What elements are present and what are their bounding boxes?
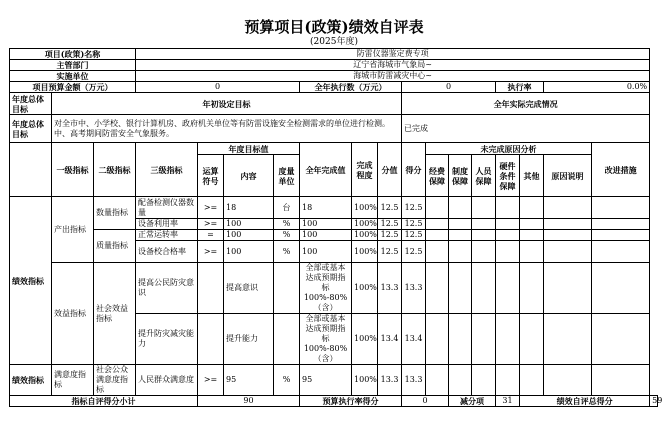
group-output: 产出指标	[52, 197, 94, 263]
deduct-value: 31	[496, 396, 520, 407]
evaluation-table	[9, 48, 663, 407]
row-content: 提高意识	[224, 263, 274, 314]
row-weight: 13.3	[378, 365, 402, 396]
row-score: 13.3	[402, 263, 426, 314]
row-degree: 100%	[352, 365, 378, 396]
total-score-value: 59	[650, 396, 658, 407]
col-r4: 硬件条件保障	[496, 155, 520, 197]
row-op: >=	[198, 219, 224, 230]
perf-label-head	[10, 143, 52, 197]
row-weight: 12.5	[378, 230, 402, 241]
col-r2: 制度保障	[449, 155, 472, 197]
indicator-subtotal-label: 指标自评得分小计	[10, 396, 198, 407]
exec-label: 全年执行数（万元）	[300, 82, 402, 93]
goal-label-2: 年度总体目标	[10, 115, 52, 143]
row-done: 100	[300, 219, 352, 230]
budget-score-label: 预算执行率得分	[300, 396, 402, 407]
row-score: 12.5	[402, 230, 426, 241]
row-score: 12.5	[402, 219, 426, 230]
group-social: 社会效益指标	[94, 263, 136, 365]
row-goal-header	[10, 93, 658, 115]
group-satisfaction: 满意度指标	[52, 365, 94, 396]
dept-value: 辽宁省海城市气象局~	[136, 60, 650, 71]
group-quality: 质量指标	[94, 230, 136, 263]
row-done: 全部或基本达成预期指标100%-80%（含）	[300, 263, 352, 314]
row-done: 95	[300, 365, 352, 396]
row-unit	[274, 314, 300, 365]
row-name: 提高公民防灾意识	[136, 263, 198, 314]
row-budget	[10, 82, 658, 93]
col-r3: 人员保障	[472, 155, 496, 197]
indicator-subtotal-value: 90	[198, 396, 300, 407]
col-r1: 经费保障	[426, 155, 449, 197]
project-name-label: 项目(政策)名称	[10, 49, 136, 60]
row-content: 提升能力	[224, 314, 274, 365]
goal-actual-label: 全年实际完成情况	[402, 93, 650, 115]
row-degree: 100%	[352, 263, 378, 314]
row-content: 100	[224, 230, 274, 241]
col-level2: 二级指标	[94, 143, 136, 197]
total-score-label: 绩效自评总得分	[520, 396, 650, 407]
goal-actual-text: 已完成	[402, 115, 650, 143]
table-row	[10, 197, 658, 219]
group-benefit: 效益指标	[52, 263, 94, 365]
dept-label: 主管部门	[10, 60, 136, 71]
perf-label-2: 绩效指标	[10, 365, 52, 396]
col-content: 内容	[224, 155, 274, 197]
row-op	[198, 314, 224, 365]
row-unit: 台	[274, 197, 300, 219]
table-row	[10, 365, 658, 396]
impl-value: 海城市防雷减灾中心~	[136, 71, 650, 82]
row-degree: 100%	[352, 197, 378, 219]
col-r5: 其他	[520, 155, 544, 197]
budget-value: 0	[136, 82, 300, 93]
row-score: 13.4	[402, 314, 426, 365]
row-weight: 12.5	[378, 219, 402, 230]
row-done: 100	[300, 230, 352, 241]
row-unit	[274, 263, 300, 314]
row-content: 95	[224, 365, 274, 396]
page-title: 预算项目(政策)绩效自评表	[244, 18, 424, 36]
table-row	[10, 230, 658, 241]
row-op	[198, 263, 224, 314]
row-name: 正常运转率	[136, 230, 198, 241]
row-unit: %	[274, 219, 300, 230]
row-done: 100	[300, 241, 352, 263]
row-name: 人民群众满意度	[136, 365, 198, 396]
row-weight: 12.5	[378, 241, 402, 263]
group-quantity: 数量指标	[94, 197, 136, 230]
col-level1: 一级指标	[52, 143, 94, 197]
row-op: >=	[198, 197, 224, 219]
group-public: 社会公众满意度指标	[94, 365, 136, 396]
deduct-label: 减分项	[449, 396, 496, 407]
rate-value: 0.0%	[544, 82, 650, 93]
goal-label: 年度总体目标	[10, 93, 52, 115]
row-op: =	[198, 230, 224, 241]
row-weight: 12.5	[378, 197, 402, 219]
row-name: 设备利用率	[136, 219, 198, 230]
col-reason: 未完成原因分析	[426, 143, 592, 155]
row-content: 100	[224, 219, 274, 230]
col-year-target: 年度目标值	[198, 143, 300, 155]
row-done: 18	[300, 197, 352, 219]
perf-label: 绩效指标	[10, 197, 52, 365]
goal-initial-label: 年初设定目标	[52, 93, 402, 115]
row-impl	[10, 71, 658, 82]
col-improve: 改进措施	[592, 143, 650, 197]
row-col-head-1	[10, 143, 658, 155]
col-level3: 三级指标	[136, 143, 198, 197]
row-unit: %	[274, 230, 300, 241]
row-unit: %	[274, 365, 300, 396]
row-score: 12.5	[402, 241, 426, 263]
row-degree: 100%	[352, 230, 378, 241]
goal-initial-text: 对全市中、小学校、银行计算机房、政府机关单位等有防雷设施安全检测需求的单位进行检测。中、高考期间防雷安全气象服务。	[52, 115, 402, 143]
row-score: 12.5	[402, 197, 426, 219]
row-degree: 100%	[352, 219, 378, 230]
row-dept	[10, 60, 658, 71]
row-name: 配备检测仪器数量	[136, 197, 198, 219]
col-degree: 完成程度	[352, 143, 378, 197]
impl-label: 实施单位	[10, 71, 136, 82]
row-weight: 13.3	[378, 263, 402, 314]
row-unit: %	[274, 241, 300, 263]
row-goal-content	[10, 115, 658, 143]
row-op: >=	[198, 365, 224, 396]
col-score: 得分	[402, 143, 426, 197]
row-op: >=	[198, 241, 224, 263]
col-done: 全年完成值	[300, 143, 352, 197]
row-done: 全部或基本达成预期指标100%-80%（含）	[300, 314, 352, 365]
row-score: 13.3	[402, 365, 426, 396]
budget-label: 项目预算金额（万元）	[10, 82, 136, 93]
row-footer	[10, 396, 658, 407]
project-name-value: 防雷仪器鉴定费专项	[136, 49, 650, 60]
rate-label: 执行率	[496, 82, 544, 93]
table-row	[10, 263, 658, 314]
exec-value: 0	[402, 82, 496, 93]
row-name: 设备校合格率	[136, 241, 198, 263]
row-content: 18	[224, 197, 274, 219]
row-name: 提升防灾减灾能力	[136, 314, 198, 365]
col-weight: 分值	[378, 143, 402, 197]
col-op: 运算符号	[198, 155, 224, 197]
row-project-name	[10, 49, 658, 60]
col-unit: 度量单位	[274, 155, 300, 197]
row-content: 100	[224, 241, 274, 263]
page-year: (2025年度)	[310, 37, 358, 47]
row-degree: 100%	[352, 314, 378, 365]
col-r6: 原因说明	[544, 155, 592, 197]
row-weight: 13.4	[378, 314, 402, 365]
row-degree: 100%	[352, 241, 378, 263]
budget-score-value: 0	[402, 396, 449, 407]
